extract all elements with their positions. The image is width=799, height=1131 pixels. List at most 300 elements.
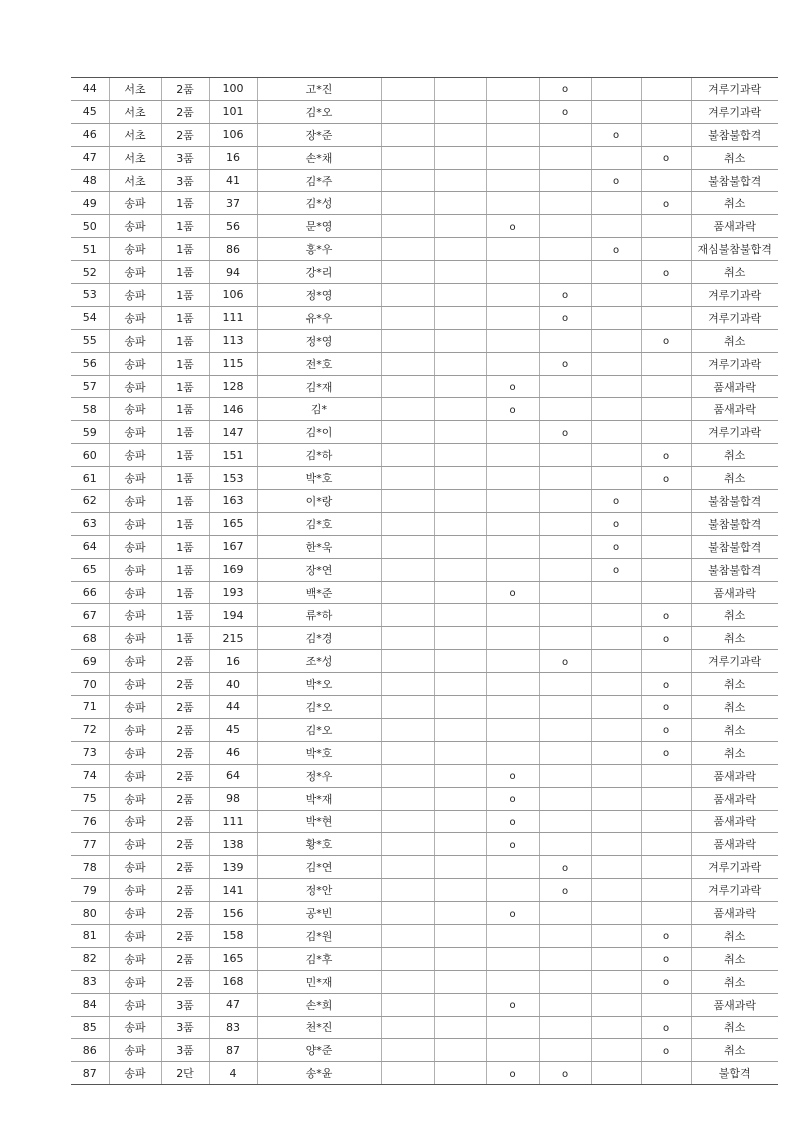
mark-cell-5 [591, 490, 641, 513]
mark-cell-4 [539, 718, 591, 741]
mark-cell-1 [381, 512, 434, 535]
mark-cell-1 [381, 238, 434, 261]
table-row [71, 306, 778, 329]
exam-number-cell: 64 [209, 764, 257, 787]
mark-cell-4 [539, 123, 591, 146]
exam-number-cell: 169 [209, 558, 257, 581]
region-cell: 서초 [109, 78, 161, 101]
mark-cell-2 [434, 421, 486, 444]
exam-number-cell: 111 [209, 810, 257, 833]
mark-cell-5 [591, 947, 641, 970]
region-cell: 송파 [109, 650, 161, 673]
table-row [71, 581, 778, 604]
mark-cell-1 [381, 192, 434, 215]
mark-cell-1 [381, 467, 434, 490]
grade-cell: 1품 [161, 490, 209, 513]
mark-cell-3 [486, 535, 539, 558]
mark-cell-3 [486, 970, 539, 993]
region-cell: 송파 [109, 238, 161, 261]
name-cell: 천*진 [257, 1016, 381, 1039]
circle-mark-icon: o [662, 1045, 670, 1057]
grade-cell: 2품 [161, 123, 209, 146]
exam-number-cell: 167 [209, 535, 257, 558]
mark-cell-6 [641, 833, 691, 856]
region-cell: 서초 [109, 169, 161, 192]
mark-cell-6 [641, 421, 691, 444]
mark-cell-3 [486, 146, 539, 169]
exam-number-cell: 101 [209, 100, 257, 123]
mark-cell-5 [591, 833, 641, 856]
result-cell: 취소 [691, 741, 778, 764]
mark-cell-6 [641, 902, 691, 925]
result-cell: 겨루기과락 [691, 856, 778, 879]
mark-cell-5 [591, 192, 641, 215]
results-table [71, 77, 778, 1085]
mark-cell-6 [641, 810, 691, 833]
result-cell: 불합격 [691, 1062, 778, 1085]
mark-cell-1 [381, 215, 434, 238]
circle-mark-icon: o [509, 771, 516, 783]
grade-cell: 1품 [161, 467, 209, 490]
circle-mark-icon: o [509, 1000, 516, 1012]
table-row [71, 947, 778, 970]
result-cell: 취소 [691, 1039, 778, 1062]
mark-cell-3 [486, 375, 539, 398]
mark-cell-1 [381, 696, 434, 719]
mark-cell-6 [641, 444, 691, 467]
circle-mark-icon: o [509, 794, 516, 806]
mark-cell-5 [591, 993, 641, 1016]
table-row [71, 535, 778, 558]
exam-number-cell: 16 [209, 650, 257, 673]
name-cell: 강*리 [257, 261, 381, 284]
mark-cell-6 [641, 718, 691, 741]
mark-cell-4 [539, 947, 591, 970]
circle-mark-icon: o [509, 404, 516, 416]
mark-cell-5 [591, 467, 641, 490]
name-cell: 양*준 [257, 1039, 381, 1062]
exam-number-cell: 215 [209, 627, 257, 650]
name-cell: 박*현 [257, 810, 381, 833]
exam-number-cell: 168 [209, 970, 257, 993]
table-row [71, 490, 778, 513]
region-cell: 송파 [109, 924, 161, 947]
name-cell: 정*영 [257, 329, 381, 352]
mark-cell-5 [591, 810, 641, 833]
row-number: 45 [71, 100, 109, 123]
mark-cell-1 [381, 879, 434, 902]
mark-cell-3 [486, 1039, 539, 1062]
mark-cell-2 [434, 924, 486, 947]
result-cell: 겨루기과락 [691, 650, 778, 673]
mark-cell-3 [486, 627, 539, 650]
mark-cell-6 [641, 627, 691, 650]
row-number: 51 [71, 238, 109, 261]
region-cell: 송파 [109, 192, 161, 215]
name-cell: 김*오 [257, 718, 381, 741]
mark-cell-6 [641, 856, 691, 879]
mark-cell-2 [434, 558, 486, 581]
table-row [71, 856, 778, 879]
row-number: 59 [71, 421, 109, 444]
mark-cell-2 [434, 970, 486, 993]
grade-cell: 2품 [161, 924, 209, 947]
mark-cell-1 [381, 284, 434, 307]
exam-number-cell: 106 [209, 284, 257, 307]
grade-cell: 1품 [161, 444, 209, 467]
region-cell: 송파 [109, 902, 161, 925]
mark-cell-6 [641, 558, 691, 581]
grade-cell: 1품 [161, 284, 209, 307]
mark-cell-1 [381, 924, 434, 947]
exam-number-cell: 87 [209, 1039, 257, 1062]
exam-number-cell: 106 [209, 123, 257, 146]
mark-cell-5 [591, 169, 641, 192]
exam-number-cell: 41 [209, 169, 257, 192]
region-cell: 송파 [109, 856, 161, 879]
exam-number-cell: 141 [209, 879, 257, 902]
mark-cell-5 [591, 284, 641, 307]
result-cell: 취소 [691, 329, 778, 352]
result-cell: 겨루기과락 [691, 306, 778, 329]
mark-cell-3 [486, 741, 539, 764]
mark-cell-1 [381, 444, 434, 467]
mark-cell-2 [434, 650, 486, 673]
table-row [71, 238, 778, 261]
name-cell: 류*하 [257, 604, 381, 627]
circle-mark-icon: o [612, 542, 620, 554]
mark-cell-1 [381, 970, 434, 993]
table-row [71, 879, 778, 902]
mark-cell-3 [486, 444, 539, 467]
grade-cell: 2품 [161, 879, 209, 902]
mark-cell-6 [641, 284, 691, 307]
region-cell: 송파 [109, 558, 161, 581]
circle-mark-icon: o [662, 748, 670, 760]
circle-mark-icon: o [662, 679, 670, 691]
region-cell: 송파 [109, 444, 161, 467]
mark-cell-5 [591, 100, 641, 123]
mark-cell-1 [381, 947, 434, 970]
table-row [71, 100, 778, 123]
mark-cell-6 [641, 261, 691, 284]
mark-cell-4 [539, 833, 591, 856]
mark-cell-3 [486, 192, 539, 215]
name-cell: 장*준 [257, 123, 381, 146]
mark-cell-3 [486, 581, 539, 604]
grade-cell: 2품 [161, 810, 209, 833]
table-row [71, 329, 778, 352]
name-cell: 손*희 [257, 993, 381, 1016]
region-cell: 송파 [109, 306, 161, 329]
mark-cell-4 [539, 100, 591, 123]
mark-cell-6 [641, 947, 691, 970]
mark-cell-4 [539, 856, 591, 879]
mark-cell-4 [539, 581, 591, 604]
exam-number-cell: 193 [209, 581, 257, 604]
row-number: 52 [71, 261, 109, 284]
mark-cell-3 [486, 1062, 539, 1085]
mark-cell-5 [591, 558, 641, 581]
mark-cell-5 [591, 627, 641, 650]
mark-cell-2 [434, 215, 486, 238]
name-cell: 정*영 [257, 284, 381, 307]
row-number: 66 [71, 581, 109, 604]
mark-cell-2 [434, 947, 486, 970]
result-cell: 겨루기과락 [691, 284, 778, 307]
region-cell: 송파 [109, 421, 161, 444]
mark-cell-4 [539, 1039, 591, 1062]
table-row [71, 718, 778, 741]
row-number: 86 [71, 1039, 109, 1062]
mark-cell-5 [591, 902, 641, 925]
exam-number-cell: 138 [209, 833, 257, 856]
mark-cell-6 [641, 375, 691, 398]
grade-cell: 1품 [161, 535, 209, 558]
result-cell: 겨루기과락 [691, 100, 778, 123]
mark-cell-3 [486, 512, 539, 535]
region-cell: 송파 [109, 329, 161, 352]
circle-mark-icon: o [662, 1022, 670, 1034]
mark-cell-4 [539, 78, 591, 101]
mark-cell-3 [486, 421, 539, 444]
row-number: 73 [71, 741, 109, 764]
mark-cell-3 [486, 284, 539, 307]
mark-cell-4 [539, 535, 591, 558]
row-number: 84 [71, 993, 109, 1016]
result-cell: 품새과락 [691, 787, 778, 810]
mark-cell-5 [591, 1039, 641, 1062]
table-row [71, 902, 778, 925]
grade-cell: 2품 [161, 741, 209, 764]
name-cell: 백*준 [257, 581, 381, 604]
table-row [71, 146, 778, 169]
circle-mark-icon: o [662, 473, 670, 485]
grade-cell: 3품 [161, 993, 209, 1016]
mark-cell-1 [381, 673, 434, 696]
mark-cell-6 [641, 581, 691, 604]
region-cell: 송파 [109, 810, 161, 833]
mark-cell-6 [641, 696, 691, 719]
result-cell: 불참불합격 [691, 490, 778, 513]
circle-mark-icon: o [662, 198, 670, 210]
name-cell: 김*연 [257, 856, 381, 879]
table-row [71, 787, 778, 810]
mark-cell-2 [434, 78, 486, 101]
mark-cell-4 [539, 1016, 591, 1039]
result-cell: 취소 [691, 627, 778, 650]
mark-cell-1 [381, 1062, 434, 1085]
circle-mark-icon: o [662, 153, 670, 165]
mark-cell-5 [591, 856, 641, 879]
result-cell: 겨루기과락 [691, 421, 778, 444]
row-number: 49 [71, 192, 109, 215]
mark-cell-2 [434, 375, 486, 398]
mark-cell-2 [434, 352, 486, 375]
exam-number-cell: 56 [209, 215, 257, 238]
circle-mark-icon: o [509, 816, 516, 828]
mark-cell-2 [434, 1016, 486, 1039]
mark-cell-1 [381, 650, 434, 673]
region-cell: 송파 [109, 284, 161, 307]
circle-mark-icon: o [561, 1068, 569, 1080]
mark-cell-1 [381, 787, 434, 810]
table-row [71, 993, 778, 1016]
grade-cell: 3품 [161, 1039, 209, 1062]
region-cell: 송파 [109, 764, 161, 787]
mark-cell-5 [591, 306, 641, 329]
mark-cell-6 [641, 123, 691, 146]
mark-cell-2 [434, 673, 486, 696]
grade-cell: 2품 [161, 100, 209, 123]
table-row [71, 512, 778, 535]
circle-mark-icon: o [612, 519, 620, 531]
mark-cell-2 [434, 284, 486, 307]
mark-cell-3 [486, 718, 539, 741]
name-cell: 문*영 [257, 215, 381, 238]
circle-mark-icon: o [612, 130, 620, 142]
table-row [71, 123, 778, 146]
name-cell: 전*호 [257, 352, 381, 375]
mark-cell-4 [539, 787, 591, 810]
mark-cell-4 [539, 650, 591, 673]
mark-cell-3 [486, 833, 539, 856]
mark-cell-3 [486, 329, 539, 352]
circle-mark-icon: o [612, 565, 620, 577]
name-cell: 홍*우 [257, 238, 381, 261]
mark-cell-6 [641, 604, 691, 627]
mark-cell-5 [591, 879, 641, 902]
mark-cell-2 [434, 512, 486, 535]
mark-cell-6 [641, 215, 691, 238]
table-row [71, 169, 778, 192]
region-cell: 송파 [109, 993, 161, 1016]
name-cell: 김*호 [257, 512, 381, 535]
row-number: 50 [71, 215, 109, 238]
mark-cell-4 [539, 375, 591, 398]
mark-cell-6 [641, 467, 691, 490]
table-row [71, 810, 778, 833]
grade-cell: 2품 [161, 650, 209, 673]
result-cell: 겨루기과락 [691, 78, 778, 101]
grade-cell: 1품 [161, 581, 209, 604]
region-cell: 서초 [109, 100, 161, 123]
mark-cell-5 [591, 924, 641, 947]
mark-cell-3 [486, 673, 539, 696]
mark-cell-6 [641, 398, 691, 421]
region-cell: 송파 [109, 1039, 161, 1062]
name-cell: 김*하 [257, 444, 381, 467]
grade-cell: 2품 [161, 78, 209, 101]
result-cell: 품새과락 [691, 398, 778, 421]
mark-cell-4 [539, 627, 591, 650]
name-cell: 공*빈 [257, 902, 381, 925]
mark-cell-6 [641, 169, 691, 192]
result-cell: 취소 [691, 970, 778, 993]
mark-cell-2 [434, 627, 486, 650]
region-cell: 서초 [109, 123, 161, 146]
mark-cell-5 [591, 696, 641, 719]
grade-cell: 2품 [161, 787, 209, 810]
mark-cell-3 [486, 490, 539, 513]
name-cell: 김*경 [257, 627, 381, 650]
mark-cell-6 [641, 764, 691, 787]
mark-cell-3 [486, 902, 539, 925]
result-cell: 불참불합격 [691, 535, 778, 558]
grade-cell: 1품 [161, 329, 209, 352]
exam-number-cell: 165 [209, 512, 257, 535]
circle-mark-icon: o [561, 359, 569, 371]
mark-cell-6 [641, 1062, 691, 1085]
circle-mark-icon: o [612, 496, 620, 508]
table-row [71, 627, 778, 650]
result-cell: 품새과락 [691, 810, 778, 833]
grade-cell: 2품 [161, 833, 209, 856]
mark-cell-6 [641, 100, 691, 123]
result-cell: 재심불참불합격 [691, 238, 778, 261]
circle-mark-icon: o [561, 862, 569, 874]
row-number: 64 [71, 535, 109, 558]
grade-cell: 1품 [161, 398, 209, 421]
results-sheet [71, 77, 772, 1085]
mark-cell-1 [381, 535, 434, 558]
result-cell: 품새과락 [691, 764, 778, 787]
result-cell: 품새과락 [691, 215, 778, 238]
mark-cell-1 [381, 741, 434, 764]
mark-cell-1 [381, 306, 434, 329]
region-cell: 송파 [109, 375, 161, 398]
table-row [71, 352, 778, 375]
mark-cell-3 [486, 78, 539, 101]
mark-cell-4 [539, 604, 591, 627]
mark-cell-5 [591, 604, 641, 627]
mark-cell-2 [434, 490, 486, 513]
table-row [71, 673, 778, 696]
mark-cell-4 [539, 192, 591, 215]
circle-mark-icon: o [561, 656, 569, 668]
mark-cell-4 [539, 329, 591, 352]
name-cell: 손*채 [257, 146, 381, 169]
result-cell: 불참불합격 [691, 169, 778, 192]
mark-cell-3 [486, 467, 539, 490]
mark-cell-4 [539, 352, 591, 375]
exam-number-cell: 47 [209, 993, 257, 1016]
table-row [71, 467, 778, 490]
result-cell: 품새과락 [691, 902, 778, 925]
mark-cell-1 [381, 261, 434, 284]
mark-cell-5 [591, 78, 641, 101]
mark-cell-1 [381, 123, 434, 146]
table-row [71, 764, 778, 787]
grade-cell: 1품 [161, 558, 209, 581]
grade-cell: 1품 [161, 421, 209, 444]
grade-cell: 1품 [161, 306, 209, 329]
table-row [71, 78, 778, 101]
mark-cell-6 [641, 306, 691, 329]
mark-cell-1 [381, 352, 434, 375]
mark-cell-4 [539, 169, 591, 192]
region-cell: 송파 [109, 947, 161, 970]
name-cell: 정*안 [257, 879, 381, 902]
mark-cell-2 [434, 604, 486, 627]
row-number: 57 [71, 375, 109, 398]
mark-cell-5 [591, 352, 641, 375]
region-cell: 송파 [109, 673, 161, 696]
name-cell: 장*연 [257, 558, 381, 581]
row-number: 78 [71, 856, 109, 879]
exam-number-cell: 45 [209, 718, 257, 741]
circle-mark-icon: o [662, 702, 670, 714]
